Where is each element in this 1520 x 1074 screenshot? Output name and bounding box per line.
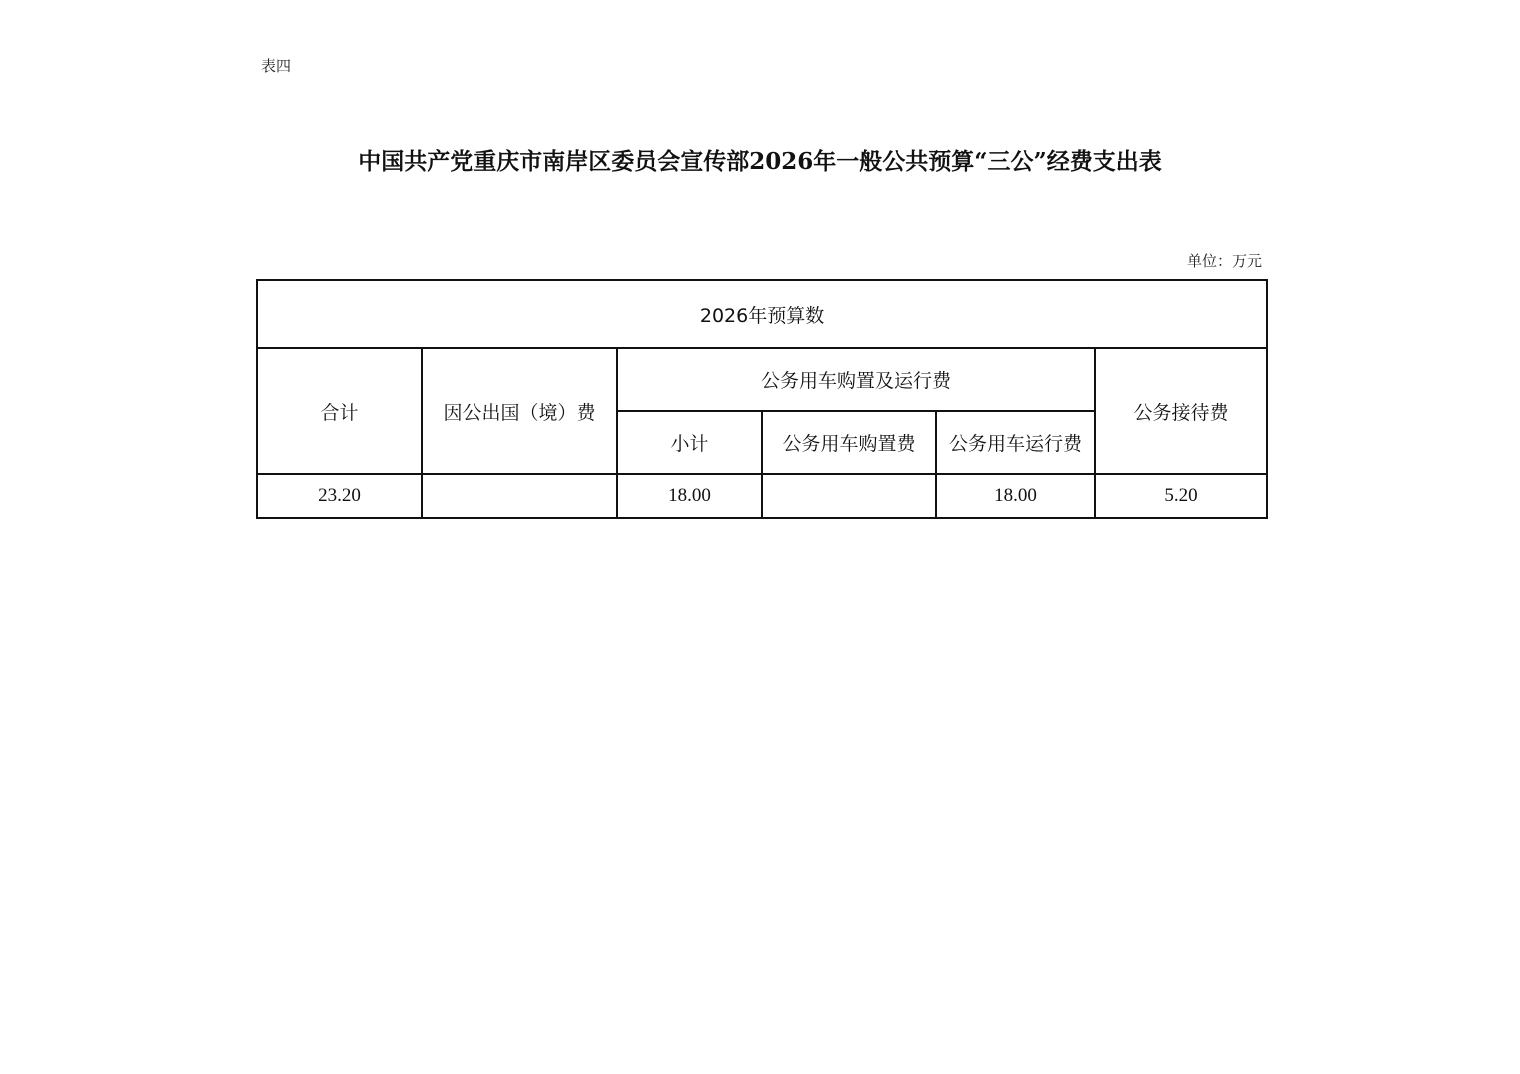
value-vehicle-purchase xyxy=(762,474,936,518)
header-vehicle: 公务用车购置及运行费 xyxy=(617,348,1095,411)
header-row-group xyxy=(257,280,1267,348)
table-number-label: 表四 xyxy=(261,57,292,75)
value-reception: 5.20 xyxy=(1095,474,1267,518)
value-total: 23.20 xyxy=(257,474,422,518)
three-public-expenses-table xyxy=(256,279,1268,519)
header-row-main xyxy=(257,348,1267,411)
document-title: 中国共产党重庆市南岸区委员会宣传部2026年一般公共预算“三公”经费支出表 xyxy=(358,148,1162,175)
header-overseas: 因公出国（境）费 xyxy=(422,348,617,474)
value-vehicle-operation: 18.00 xyxy=(936,474,1095,518)
header-total: 合计 xyxy=(257,348,422,474)
header-vehicle-operation: 公务用车运行费 xyxy=(936,411,1095,474)
unit-label: 单位：万元 xyxy=(1186,252,1262,270)
budget-year-header: 2026年预算数 xyxy=(257,280,1267,348)
header-vehicle-subtotal: 小计 xyxy=(617,411,762,474)
header-vehicle-purchase: 公务用车购置费 xyxy=(762,411,936,474)
table-row xyxy=(257,474,1267,518)
value-overseas xyxy=(422,474,617,518)
value-vehicle-subtotal: 18.00 xyxy=(617,474,762,518)
header-reception: 公务接待费 xyxy=(1095,348,1267,474)
